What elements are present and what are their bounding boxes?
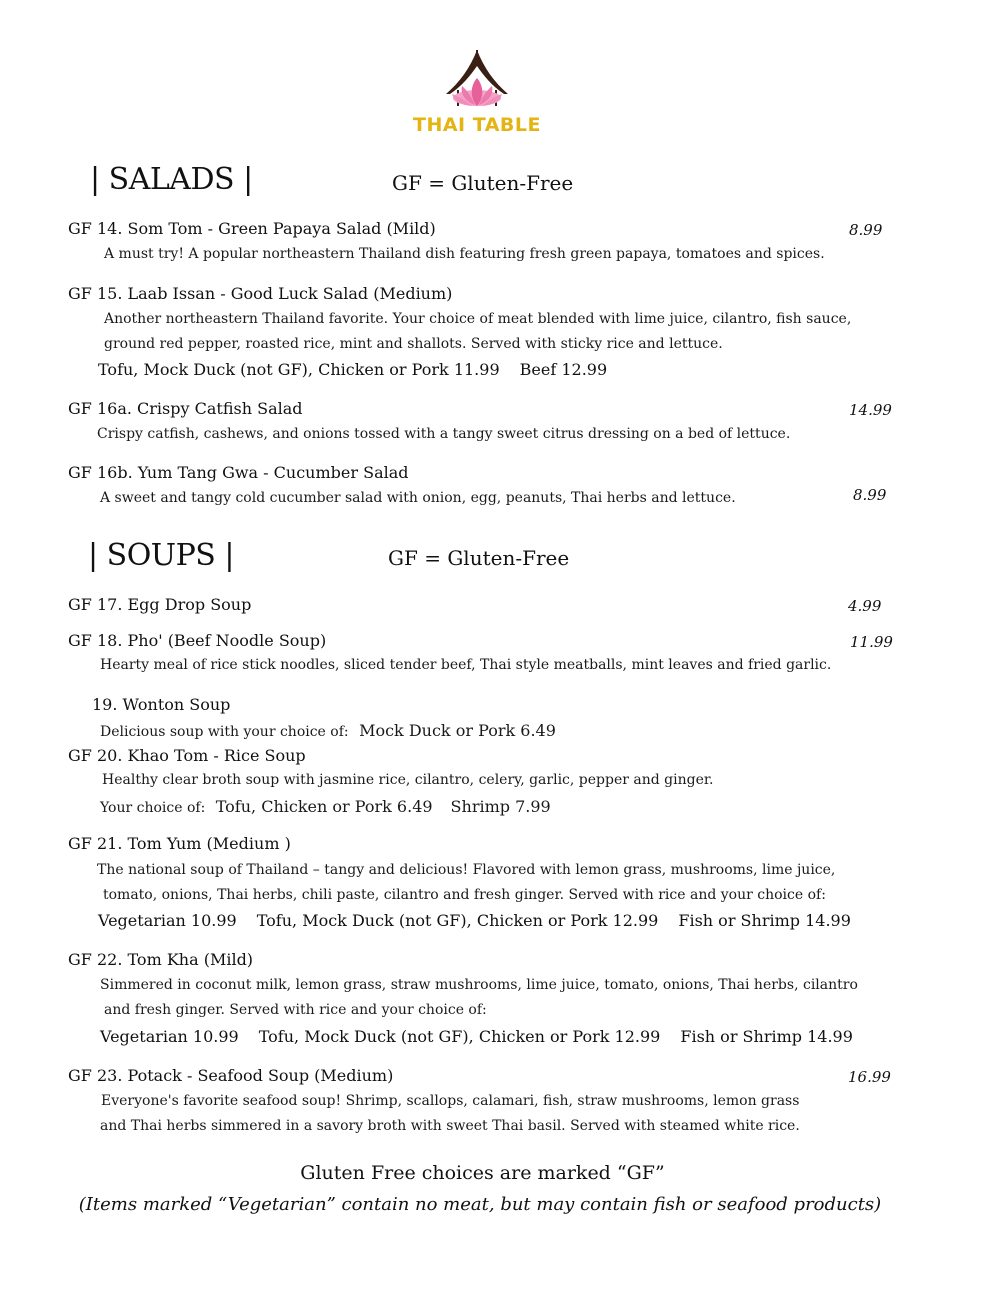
option-choice: Fish or Shrimp 14.99 bbox=[678, 911, 851, 930]
menu-item-description: A sweet and tangy cold cucumber salad with onion, egg, peanuts, Thai herbs and lettuce. bbox=[100, 490, 736, 506]
logo-wordmark: THAI TABLE bbox=[412, 114, 541, 136]
option-choice: Tofu, Mock Duck (not GF), Chicken or Pork 12.99 bbox=[258, 1027, 661, 1046]
menu-item-description: Healthy clear broth soup with jasmine rice, cilantro, celery, garlic, pepper and ginger. bbox=[102, 772, 714, 788]
option-choice: Vegetarian 10.99 bbox=[98, 911, 237, 930]
menu-item-price: 8.99 bbox=[853, 486, 887, 504]
menu-item-price: 8.99 bbox=[849, 221, 883, 239]
menu-item-name: GF 16a. Crispy Catfish Salad bbox=[68, 399, 303, 418]
gluten-free-footnote: Gluten Free choices are marked “GF” bbox=[300, 1162, 665, 1184]
choice-prefix: Delicious soup with your choice of: bbox=[100, 724, 349, 740]
option-choice: Tofu, Mock Duck (not GF), Chicken or Pork 11.99 bbox=[98, 360, 500, 379]
menu-item-name: GF 23. Potack - Seafood Soup (Medium) bbox=[68, 1066, 394, 1085]
choice-prefix: Your choice of: bbox=[100, 800, 206, 816]
menu-item-description: and Thai herbs simmered in a savory broth with sweet Thai basil. Served with steamed white rice. bbox=[100, 1118, 800, 1134]
option-choice: Vegetarian 10.99 bbox=[100, 1027, 239, 1046]
menu-item-description: tomato, onions, Thai herbs, chili paste, cilantro and fresh ginger. Served with rice and your choice of: bbox=[103, 887, 826, 903]
menu-item-name: GF 22. Tom Kha (Mild) bbox=[68, 950, 254, 969]
menu-item-name: GF 21. Tom Yum (Medium ) bbox=[68, 834, 291, 853]
option-choice: Beef 12.99 bbox=[519, 360, 608, 379]
option-choice: Tofu, Chicken or Pork 6.49 bbox=[215, 797, 433, 816]
thai-table-logo bbox=[412, 46, 542, 142]
menu-item-description: and fresh ginger. Served with rice and your choice of: bbox=[104, 1002, 487, 1018]
menu-item-price: 4.99 bbox=[848, 597, 882, 615]
soups-gf-note: GF = Gluten-Free bbox=[388, 546, 570, 570]
option-choice: Fish or Shrimp 14.99 bbox=[680, 1027, 853, 1046]
menu-item-price: 16.99 bbox=[848, 1068, 891, 1086]
menu-item-description: The national soup of Thailand – tangy and delicious! Flavored with lemon grass, mushrooms, lime juice, bbox=[97, 862, 836, 878]
menu-item-description: A must try! A popular northeastern Thailand dish featuring fresh green papaya, tomatoes and spices. bbox=[104, 246, 825, 262]
menu-item-price: 11.99 bbox=[850, 633, 893, 651]
menu-item-options bbox=[100, 1027, 873, 1046]
menu-item-options bbox=[100, 797, 551, 816]
menu-item-name: GF 14. Som Tom - Green Papaya Salad (Mild) bbox=[68, 219, 436, 238]
menu-item-description: Hearty meal of rice stick noodles, sliced tender beef, Thai style meatballs, mint leaves and fried garlic. bbox=[100, 657, 832, 673]
menu-item-name: GF 15. Laab Issan - Good Luck Salad (Medium) bbox=[68, 284, 453, 303]
lotus-roof-icon bbox=[412, 46, 542, 116]
menu-item-options bbox=[98, 911, 871, 930]
menu-item-description: Another northeastern Thailand favorite. Your choice of meat blended with lime juice, cilantro, fish sauce, bbox=[104, 311, 852, 327]
option-choice: Shrimp 7.99 bbox=[450, 797, 551, 816]
menu-item-description: ground red pepper, roasted rice, mint and shallots. Served with sticky rice and lettuce. bbox=[104, 336, 723, 352]
vegetarian-footnote: (Items marked “Vegetarian” contain no meat, but may contain fish or seafood products) bbox=[78, 1194, 882, 1215]
menu-item-description: Simmered in coconut milk, lemon grass, straw mushrooms, lime juice, tomato, onions, Thai herbs, cilantro bbox=[100, 977, 858, 993]
menu-item-description bbox=[100, 721, 556, 740]
menu-item-name: GF 18. Pho' (Beef Noodle Soup) bbox=[68, 631, 327, 650]
option-choice: Mock Duck or Pork 6.49 bbox=[359, 721, 556, 740]
menu-item-description: Crispy catfish, cashews, and onions tossed with a tangy sweet citrus dressing on a bed of lettuce. bbox=[97, 426, 791, 442]
salads-heading: | SALADS | bbox=[90, 162, 253, 197]
menu-item-name: 19. Wonton Soup bbox=[92, 695, 231, 714]
soups-heading: | SOUPS | bbox=[88, 538, 234, 573]
salads-gf-note: GF = Gluten-Free bbox=[392, 171, 574, 195]
menu-item-options bbox=[98, 360, 627, 379]
option-choice: Tofu, Mock Duck (not GF), Chicken or Pork 12.99 bbox=[256, 911, 659, 930]
menu-item-price: 14.99 bbox=[849, 401, 892, 419]
menu-item-description: Everyone's favorite seafood soup! Shrimp, scallops, calamari, fish, straw mushrooms, lemon grass bbox=[101, 1093, 800, 1109]
menu-item-name: GF 16b. Yum Tang Gwa - Cucumber Salad bbox=[68, 463, 409, 482]
menu-item-name: GF 17. Egg Drop Soup bbox=[68, 595, 252, 614]
menu-item-name: GF 20. Khao Tom - Rice Soup bbox=[68, 746, 306, 765]
